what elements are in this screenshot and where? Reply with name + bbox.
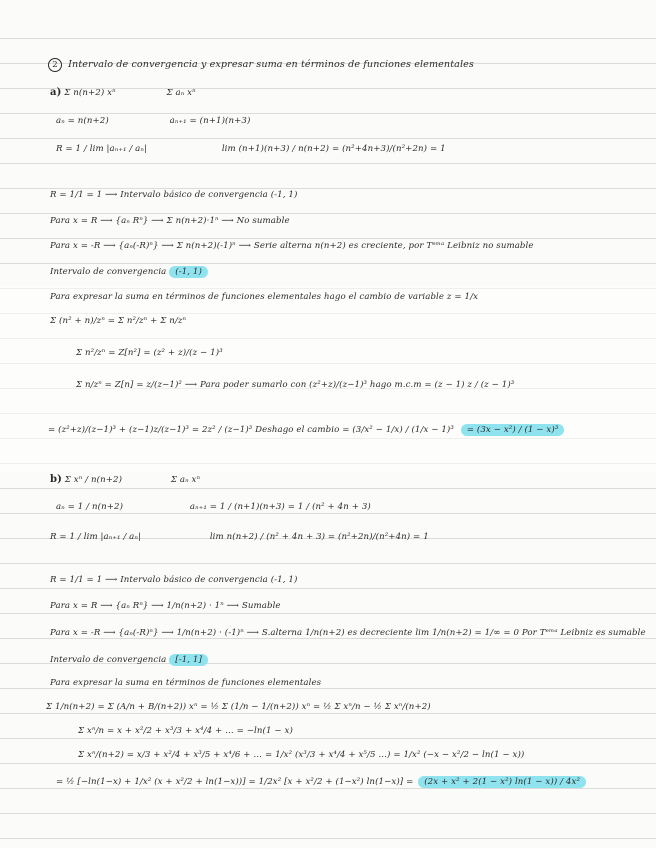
part-a-eq-1: Σ (n² + n)/zⁿ = Σ n²/zⁿ + Σ n/zⁿ	[50, 316, 187, 326]
part-a-r-value: R = 1/1 = 1 ⟶ Intervalo básico de convergencia (-1, 1)	[50, 190, 298, 200]
part-b-an: aₙ = 1 / n(n+2)	[56, 502, 124, 512]
part-b-general: Σ aₙ xⁿ	[170, 475, 201, 485]
part-a-interval-row	[50, 266, 208, 278]
problem-number: 2	[48, 58, 62, 72]
part-b-label: b)	[50, 474, 62, 485]
part-a-eq-4-row	[48, 424, 564, 436]
part-a-result-highlight: = (3x − x²) / (1 − x)³	[461, 424, 565, 436]
part-a-an-row	[56, 116, 250, 126]
part-a-eq-2: Σ n²/zⁿ = Z[n²] = (z² + z)/(z − 1)³	[76, 348, 223, 358]
part-a-r-formula: R = 1 / lim |aₙ₊₁ / aₙ|	[56, 144, 147, 154]
part-a-limit: lim (n+1)(n+3) / n(n+2) = (n²+4n+3)/(n²+2n) = 1	[221, 144, 446, 154]
part-a-general: Σ aₙ xⁿ	[166, 88, 196, 98]
part-a-change-var: Para expresar la suma en términos de funciones elementales hago el cambio de variable z = 1/x	[50, 292, 479, 302]
part-b-interval-row	[50, 654, 208, 666]
part-b-interval-label: Intervalo de convergencia	[50, 655, 167, 665]
part-a-r-row	[56, 144, 446, 154]
part-a-eq-3: Σ n/zⁿ = Z[n] = z/(z−1)² ⟶ Para poder sumarlo con (z²+z)/(z−1)³ hago m.c.m = (z − 1) z / (z − 1)³	[76, 380, 515, 390]
title-text: Intervalo de convergencia y expresar suma en términos de funciones elementales	[68, 59, 474, 70]
part-b-eq-2: Σ xⁿ/n = x + x²/2 + x³/3 + x⁴/4 + … = −ln(1 − x)	[78, 726, 293, 736]
part-a-an1: aₙ₊₁ = (n+1)(n+3)	[169, 116, 251, 126]
part-b-interval-highlight: [-1, 1]	[169, 654, 208, 666]
part-b-eq-1: Σ 1/n(n+2) = Σ (A/n + B/(n+2)) xⁿ = ½ Σ (1/n − 1/(n+2)) xⁿ = ½ Σ xⁿ/n − ½ Σ xⁿ/(n+2)	[46, 702, 431, 712]
part-a-interval-highlight: (-1, 1)	[169, 266, 208, 278]
part-a-case-1: Para x = R ⟶ {aₙ Rⁿ} ⟶ Σ n(n+2)·1ⁿ ⟶ No sumable	[50, 216, 290, 226]
paper-band	[0, 286, 656, 472]
part-a-case-2: Para x = -R ⟶ {aₙ(-R)ⁿ} ⟶ Σ n(n+2)(-1)ⁿ ⟶ Serie alterna n(n+2) es creciente, por Tᵉᵐᵃ Leibniz no sumable	[50, 241, 534, 251]
part-b-eq-3: Σ xⁿ/(n+2) = x/3 + x²/4 + x³/5 + x⁴/6 + … = 1/x² (x³/3 + x⁴/4 + x⁵/5 …) = 1/x² (−x − x²/2 − ln(1 − x))	[78, 750, 525, 760]
part-b-eq-4: = ½ [−ln(1−x) + 1/x² (x + x²/2 + ln(1−x))] = 1/2x² [x + x²/2 + (1−x²) ln(1−x)] =	[56, 777, 414, 787]
part-b-an-row	[56, 502, 371, 512]
part-b-an1: aₙ₊₁ = 1 / (n+1)(n+3) = 1 / (n² + 4n + 3)	[189, 502, 371, 512]
part-b-limit: lim n(n+2) / (n² + 4n + 3) = (n²+2n)/(n²+4n) = 1	[209, 532, 429, 542]
part-b-series: Σ xⁿ / n(n+2)	[64, 475, 123, 485]
problem-title	[48, 58, 474, 72]
part-b-eq-4-row	[56, 776, 586, 788]
part-a-eq-4: = (z²+z)/(z−1)³ + (z−1)z/(z−1)³ = 2z² / (z−1)³ Deshago el cambio = (3/x² − 1/x) / (1/x − 1)³	[48, 425, 454, 435]
part-b-r-formula: R = 1 / lim |aₙ₊₁ / aₙ|	[50, 532, 141, 542]
part-b-case-2: Para x = -R ⟶ {aₙ(-R)ⁿ} ⟶ 1/n(n+2) · (-1)ⁿ ⟶ S.alterna 1/n(n+2) es decreciente lim 1/n(n+2) = 1/∞ = 0 Por Tᵉᵐᵃ Leibniz es sumable	[50, 628, 646, 638]
part-a-an: aₙ = n(n+2)	[56, 116, 109, 126]
part-a-interval-label: Intervalo de convergencia	[50, 267, 167, 277]
part-b-result-highlight: (2x + x² + 2(1 − x²) ln(1 − x)) / 4x²	[418, 776, 586, 788]
part-a-header	[50, 87, 196, 98]
part-a-series: Σ n(n+2) xⁿ	[64, 88, 116, 98]
part-b-header	[50, 474, 200, 485]
part-b-case-1: Para x = R ⟶ {aₙ Rⁿ} ⟶ 1/n(n+2) · 1ⁿ ⟶ Sumable	[50, 601, 281, 611]
part-b-r-value: R = 1/1 = 1 ⟶ Intervalo básico de convergencia (-1, 1)	[50, 575, 298, 585]
part-b-r-row	[50, 532, 429, 542]
part-a-label: a)	[50, 87, 62, 98]
part-b-expr-intro: Para expresar la suma en términos de funciones elementales	[50, 678, 322, 688]
